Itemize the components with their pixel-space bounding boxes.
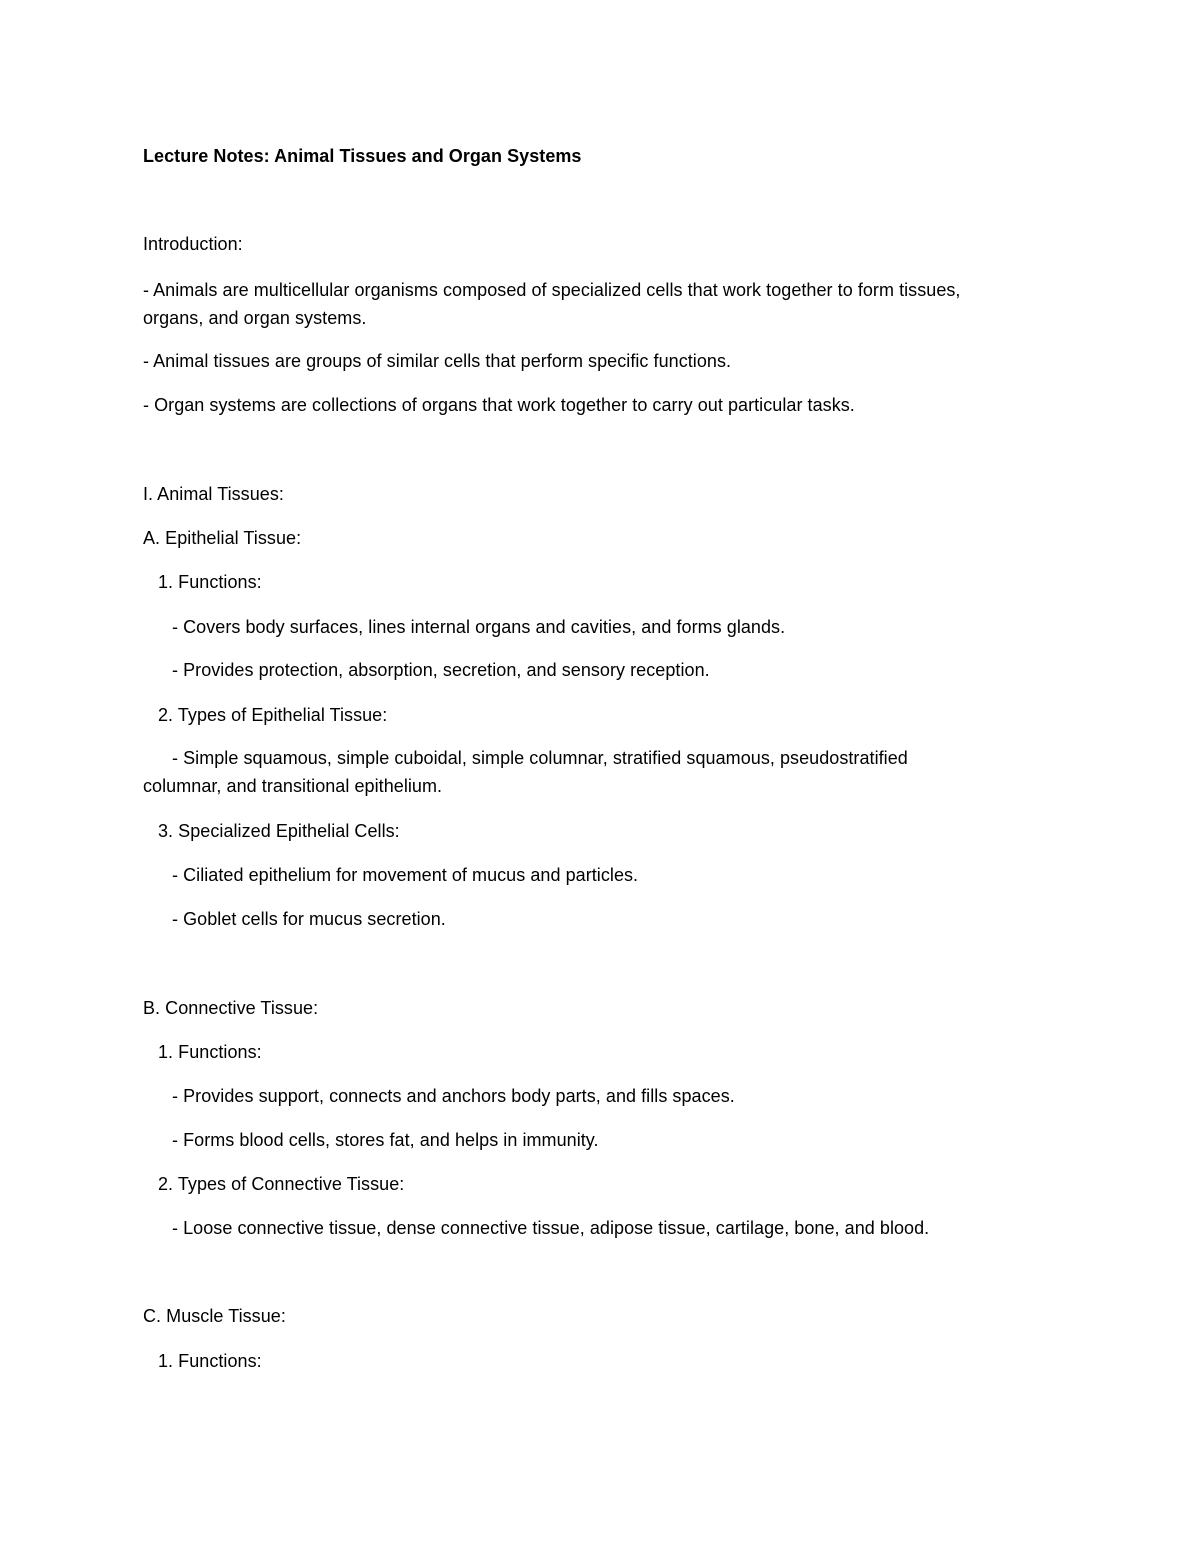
epithelial-specialized-heading: 3. Specialized Epithelial Cells: [158,821,400,841]
intro-bullet-2: - Animal tissues are groups of similar cells that perform specific functions. [143,351,732,371]
connective-types-heading: 2. Types of Connective Tissue: [158,1174,405,1194]
epithelial-specialized-1: - Ciliated epithelium for movement of mucus and particles. [172,865,639,885]
subsection-heading-muscle: C. Muscle Tissue: [143,1306,286,1326]
connective-function-1: - Provides support, connects and anchors body parts, and fills spaces. [172,1086,735,1106]
connective-function-2: - Forms blood cells, stores fat, and helps in immunity. [172,1130,599,1150]
connective-functions-heading: 1. Functions: [158,1042,262,1062]
epithelial-types-1-cont: columnar, and transitional epithelium. [143,776,443,796]
connective-types-1: - Loose connective tissue, dense connective tissue, adipose tissue, cartilage, bone, and blood. [172,1218,930,1238]
epithelial-types-1: - Simple squamous, simple cuboidal, simple columnar, stratified squamous, pseudostratified [172,748,908,768]
epithelial-specialized-2: - Goblet cells for mucus secretion. [172,909,446,929]
epithelial-function-1: - Covers body surfaces, lines internal organs and cavities, and forms glands. [172,617,786,637]
intro-heading: Introduction: [143,234,243,254]
epithelial-types-heading: 2. Types of Epithelial Tissue: [158,705,388,725]
intro-bullet-3: - Organ systems are collections of organs that work together to carry out particular tasks. [143,395,855,415]
muscle-functions-heading: 1. Functions: [158,1351,262,1371]
subsection-heading-epithelial: A. Epithelial Tissue: [143,528,302,548]
intro-bullet-1: - Animals are multicellular organisms composed of specialized cells that work together to form tissues, [143,280,961,300]
epithelial-functions-heading: 1. Functions: [158,572,262,592]
epithelial-function-2: - Provides protection, absorption, secretion, and sensory reception. [172,660,710,680]
section-heading-animal-tissues: I. Animal Tissues: [143,484,284,504]
subsection-heading-connective: B. Connective Tissue: [143,998,319,1018]
document-title: Lecture Notes: Animal Tissues and Organ Systems [143,146,582,166]
intro-bullet-1-cont: organs, and organ systems. [143,308,367,328]
